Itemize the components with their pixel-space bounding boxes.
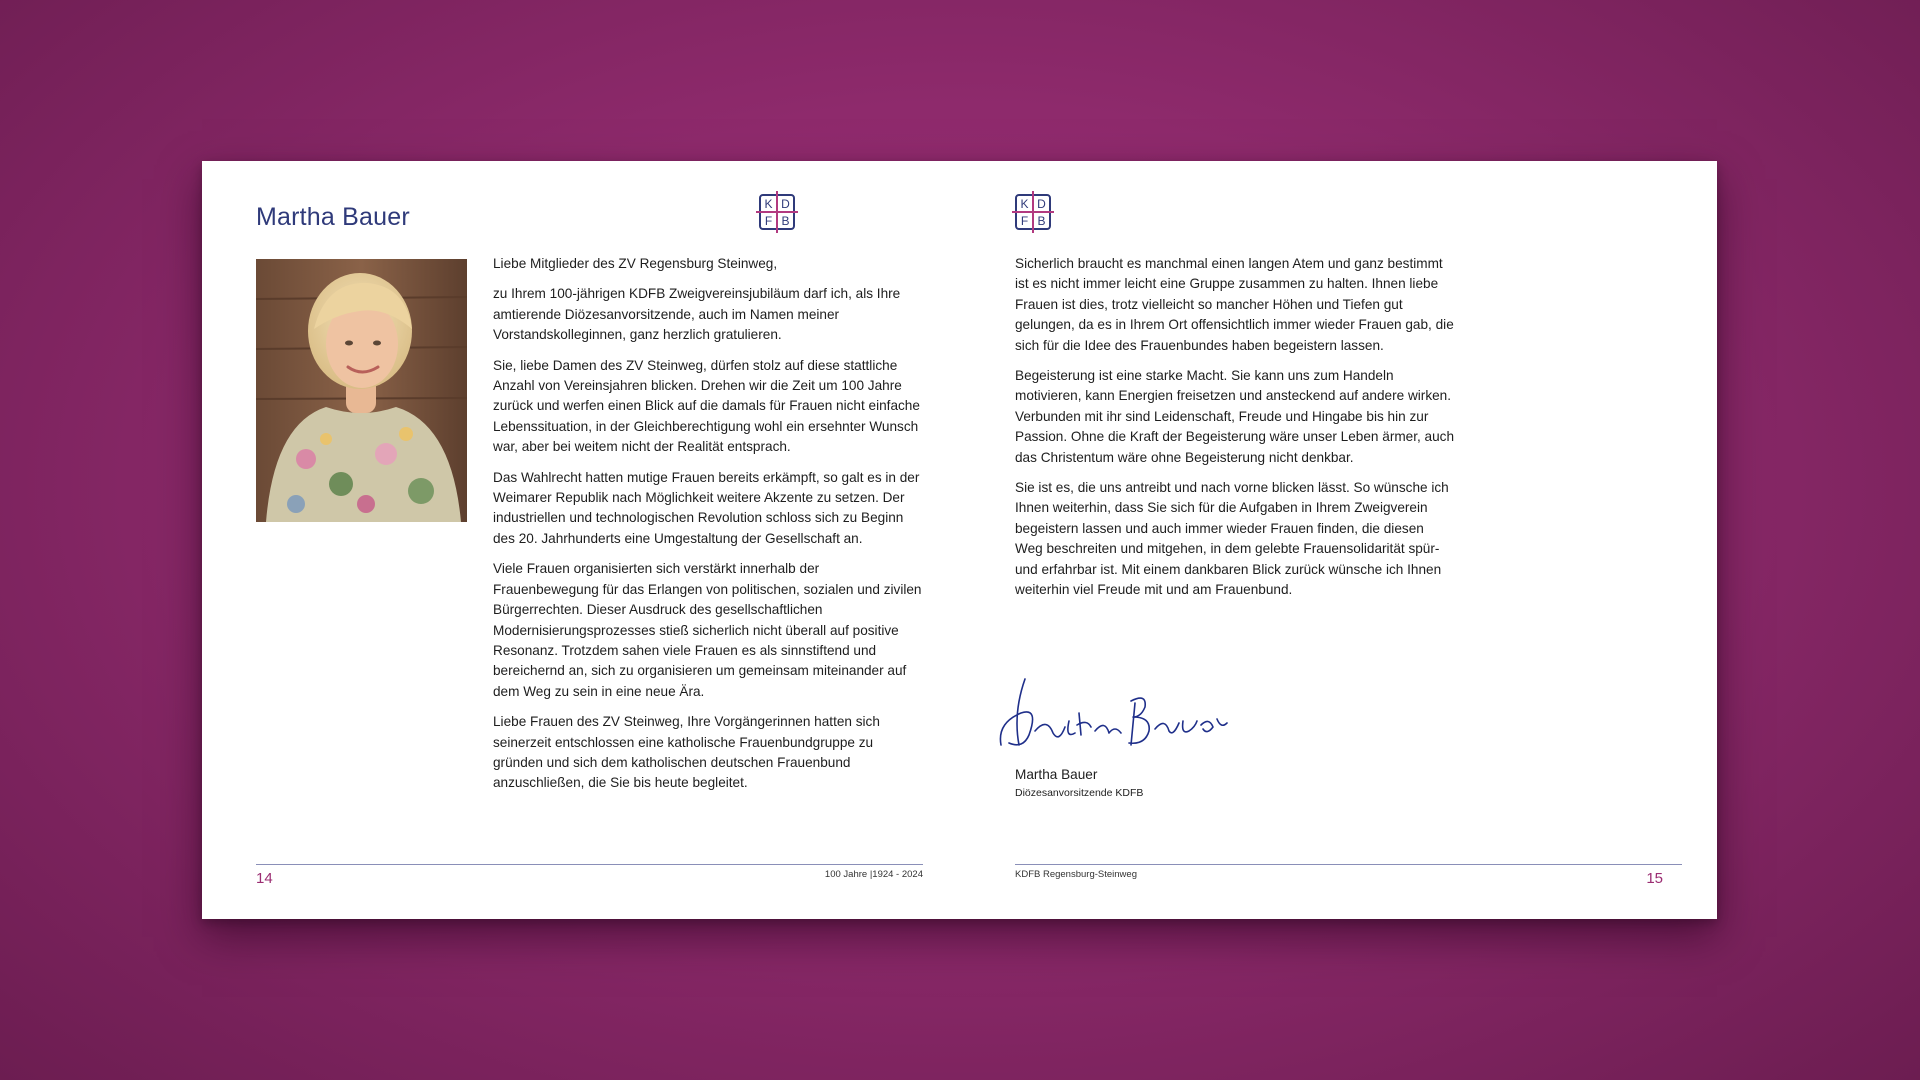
left-page xyxy=(202,161,959,919)
footer-text: 100 Jahre |1924 - 2024 xyxy=(824,869,923,880)
paragraph: Sicherlich braucht es manchmal einen langen Atem und ganz bestimmt ist es nicht immer leicht eine Gruppe zusammen zu halten. Ihnen liebe Frauen ist dies, trotz vielleicht so mancher Höhen und Tiefen gut gelungen, da es in Ihrem Ort offensichtlich immer wieder Frauen gab, die sich für die Idee des Frauenbundes haben begeistern lassen. xyxy=(1015,256,1454,353)
logo-letter-k: K xyxy=(764,197,773,211)
paragraph: Liebe Frauen des ZV Steinweg, Ihre Vorgängerinnen hatten sich seinerzeit entschlossen eine katholische Frauenbundgruppe zu gründen und sich dem katholischen deutschen Frauenbund anzuschließen, die Sie bis heute begleitet. xyxy=(493,714,880,791)
portrait-photo xyxy=(256,259,467,522)
logo-letter-b: B xyxy=(781,214,790,228)
signer-role: Diözesanvorsitzende KDFB xyxy=(1015,787,1144,799)
paragraph: Liebe Mitglieder des ZV Regensburg Steinweg, xyxy=(493,256,778,271)
page-number: 15 xyxy=(1646,870,1663,887)
logo-letter-f: F xyxy=(764,214,773,228)
footer-text: KDFB Regensburg-Steinweg xyxy=(1015,869,1137,880)
handwritten-signature xyxy=(995,673,1235,753)
signer-name: Martha Bauer xyxy=(1015,767,1098,782)
footer-rule xyxy=(1015,864,1682,865)
logo-letter-b: B xyxy=(1037,214,1046,228)
paragraph: Viele Frauen organisierten sich verstärkt innerhalb der Frauenbewegung für das Erlangen von politischen, sozialen und zivilen Bürgerrechten. Dieser Ausdruck des gesellschaftlichen Modernisierungsprozesses stieß sicherlich nicht überall auf positive Resonanz. Trotzdem sahen viele Frauen es als sinnstiftend und bereichernd an, sich zu organisieren um gemeinsam miteinander auf dem Weg zu sein in eine neue Ära. xyxy=(493,561,922,699)
letter-text-right xyxy=(1015,254,1455,611)
paragraph: Sie, liebe Damen des ZV Steinweg, dürfen stolz auf diese stattliche Anzahl von Vereinsjahren blicken. Drehen wir die Zeit um 100 Jahre zurück und werfen einen Blick auf die damals für Frauen nicht einfache Lebenssituation, in der Gleichberechtigung wohl ein ersehnter Wunsch war, aber bei weitem nicht der Realität entsprach. xyxy=(493,357,920,455)
footer-rule xyxy=(256,864,923,865)
logo-letter-d: D xyxy=(781,197,790,211)
right-page xyxy=(959,161,1717,919)
logo-letter-d: D xyxy=(1037,197,1046,211)
paragraph: Begeisterung ist eine starke Macht. Sie kann uns zum Handeln motivieren, kann Energien freisetzen und ansteckend auf andere wirken. Verbunden mit ihr sind Leidenschaft, Freude und Hingabe bis hin zur Passion. Ohne die Kraft der Begeisterung wäre unser Leben ärmer, auch das Christentum wäre ohne Begeisterung nicht denkbar. xyxy=(1015,368,1455,465)
letter-text-left xyxy=(493,254,923,804)
paragraph: zu Ihrem 100-jährigen KDFB Zweigvereinsjubiläum darf ich, als Ihre amtierende Diözesanvorsitzende, auch im Namen meiner Vorstandskolleginnen, ganz herzlich gratulieren. xyxy=(493,286,901,343)
logo-letter-f: F xyxy=(1020,214,1029,228)
kdfb-logo-right xyxy=(1011,190,1055,234)
kdfb-logo-left xyxy=(755,190,799,234)
brochure-spread xyxy=(202,161,1717,919)
page-title: Martha Bauer xyxy=(256,203,410,231)
logo-letter-k: K xyxy=(1020,197,1029,211)
paragraph: Das Wahlrecht hatten mutige Frauen bereits erkämpft, so galt es in der Weimarer Republik nach Möglichkeit weitere Akzente zu setzen. Der industriellen und technologischen Revolution schloss sich zu Beginn des 20. Jahrhunderts eine Umgestaltung der Gesellschaft an. xyxy=(493,469,920,546)
paragraph: Sie ist es, die uns antreibt und nach vorne blicken lässt. So wünsche ich Ihnen weiterhin, dass Sie sich für die Aufgaben in Ihrem Zweigverein begeistern lassen und auch immer wieder Frauen finden, die diesen Weg beschreiten und mitgehen, in dem gelebte Frauensolidarität spür- und erfahrbar ist. Mit einem dankbaren Blick zurück wünsche ich Ihnen weiterhin viel Freude mit und am Frauenbund. xyxy=(1015,480,1449,598)
page-number: 14 xyxy=(256,870,273,887)
